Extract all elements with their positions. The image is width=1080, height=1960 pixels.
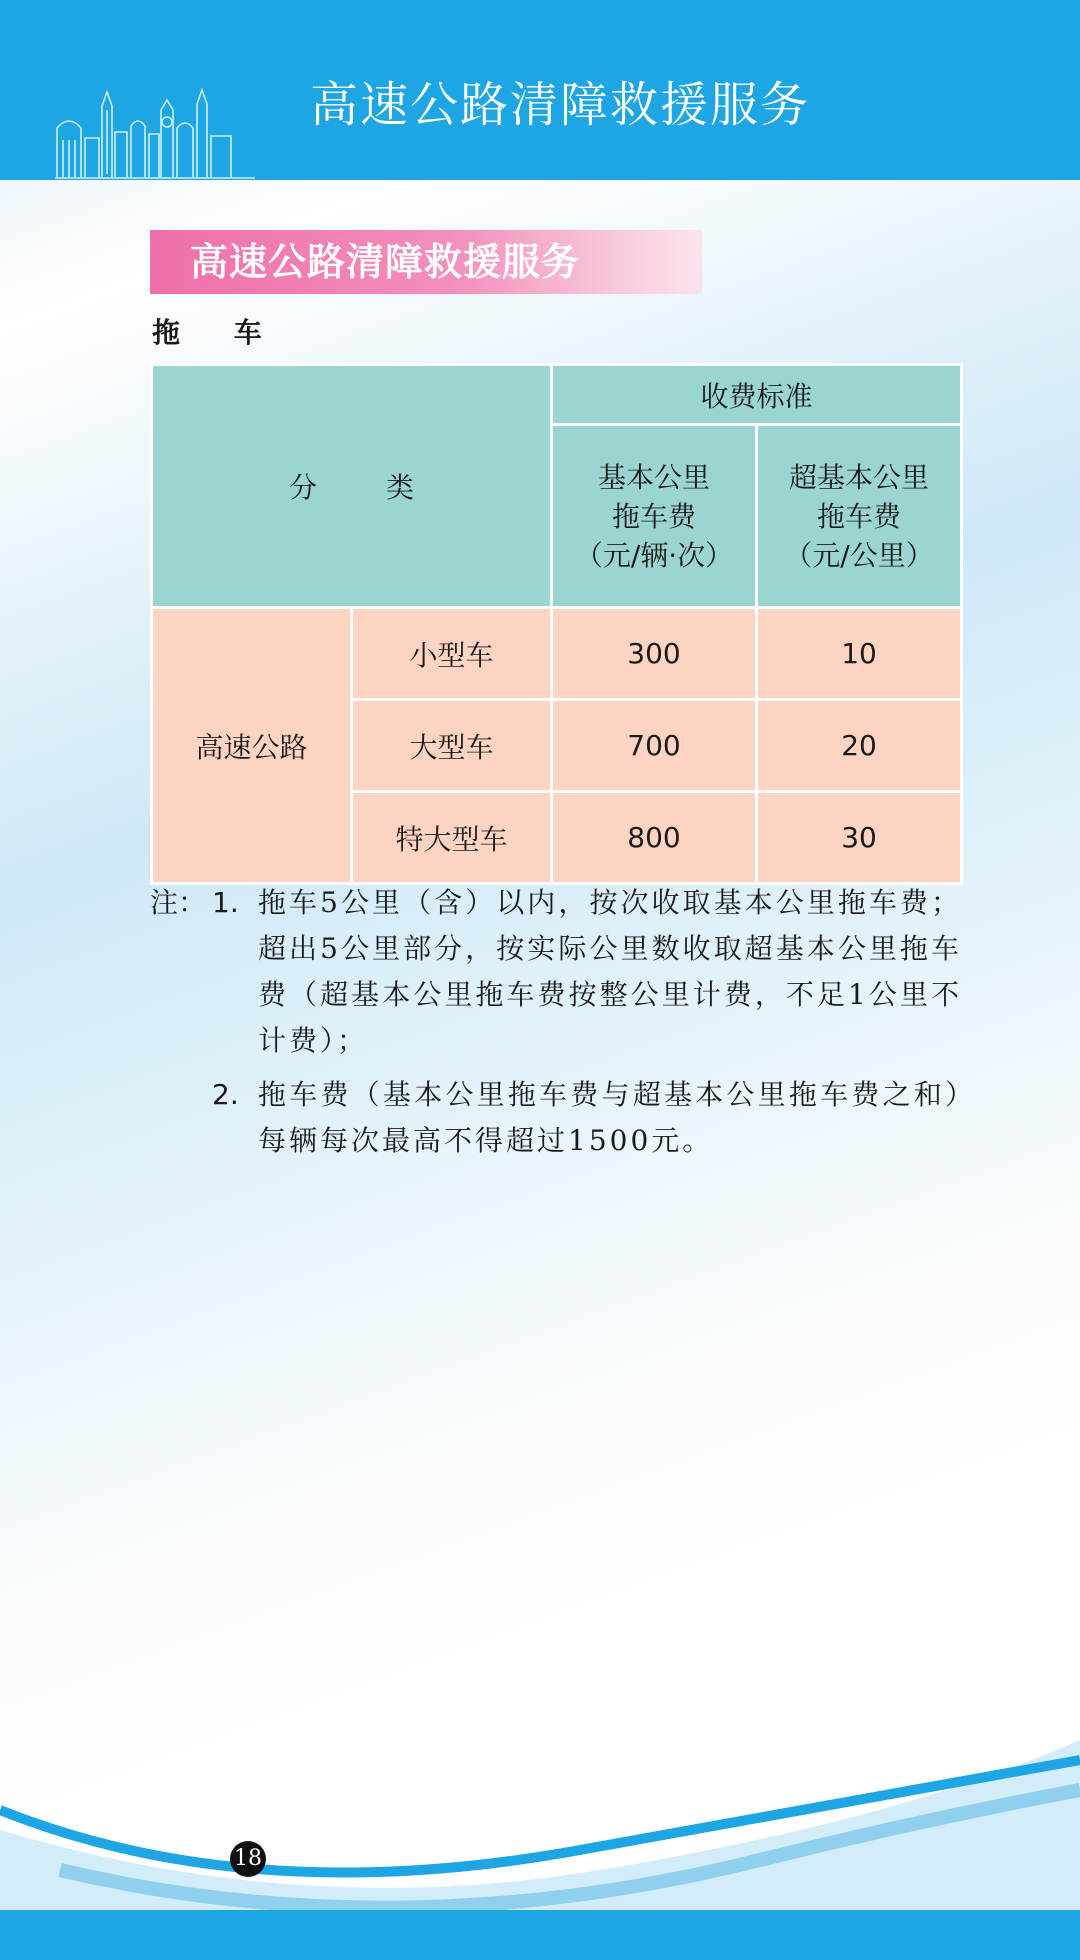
extra-fee-header-line: 拖车费 xyxy=(817,499,902,533)
fee-table xyxy=(150,363,963,885)
header-title: 高速公路清障救援服务 xyxy=(310,77,811,133)
road-type-cell: 高速公路 xyxy=(152,608,352,884)
extra-fee-header xyxy=(757,425,962,608)
fee-standard-header: 收费标准 xyxy=(552,365,962,425)
category-header: 分 类 xyxy=(152,365,552,608)
vehicle-type-cell: 特大型车 xyxy=(352,792,552,884)
page-header xyxy=(0,0,1080,180)
vehicle-type-cell: 小型车 xyxy=(352,608,552,700)
subheading: 拖 车 xyxy=(152,316,284,349)
note-number: 1. xyxy=(212,886,239,919)
note-text: 拖车5公里（含）以内，按次收取基本公里拖车费；超出5公里部分，按实际公里数收取超基本公里拖车费（超基本公里拖车费按整公里计费，不足1公里不计费）； xyxy=(258,886,962,1057)
note-number: 2. xyxy=(212,1078,239,1111)
note-text: 拖车费（基本公里拖车费与超基本公里拖车费之和）每辆每次最高不得超过1500元。 xyxy=(258,1078,962,1157)
section-title: 高速公路清障救援服务 xyxy=(190,240,581,284)
vehicle-type-cell: 大型车 xyxy=(352,700,552,792)
notes-prefix: 注： xyxy=(150,886,207,919)
basic-fee-header xyxy=(552,425,757,608)
table-header-row xyxy=(152,365,962,425)
footer-bar xyxy=(0,1910,1080,1960)
city-skyline-icon xyxy=(55,88,255,180)
page-number-badge: 18 xyxy=(230,1841,266,1877)
extra-fee-cell: 30 xyxy=(757,792,962,884)
table-row xyxy=(152,608,962,700)
extra-fee-cell: 10 xyxy=(757,608,962,700)
basic-fee-cell: 800 xyxy=(552,792,757,884)
extra-fee-header-line: 超基本公里 xyxy=(789,460,930,494)
basic-fee-cell: 700 xyxy=(552,700,757,792)
footer-wave-decoration xyxy=(0,1720,1080,1920)
extra-fee-header-line: （元/公里） xyxy=(784,538,934,572)
extra-fee-cell: 20 xyxy=(757,700,962,792)
basic-fee-cell: 300 xyxy=(552,608,757,700)
basic-fee-header-line: （元/辆·次） xyxy=(574,538,734,572)
basic-fee-header-line: 拖车费 xyxy=(611,499,696,533)
basic-fee-header-line: 基本公里 xyxy=(597,460,710,494)
